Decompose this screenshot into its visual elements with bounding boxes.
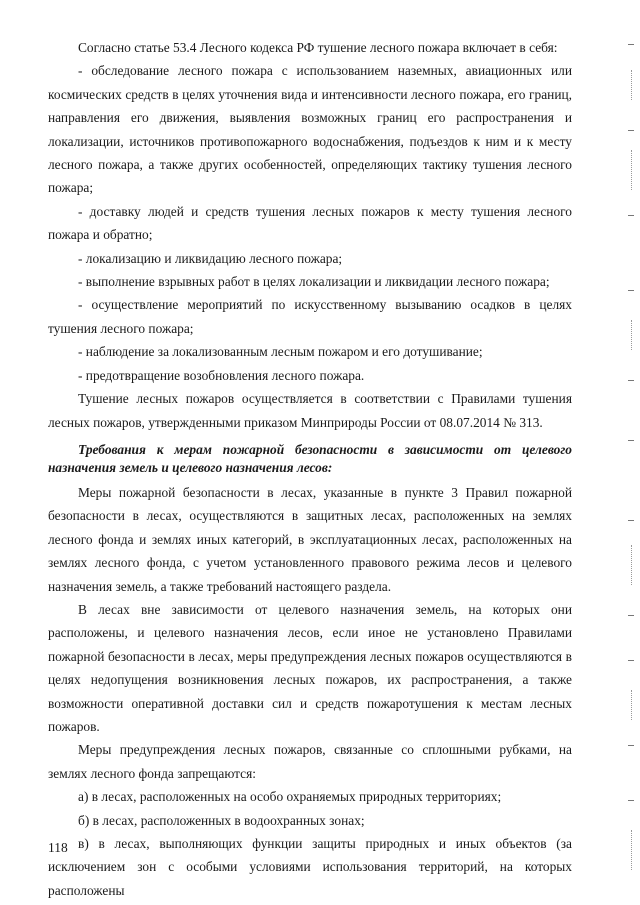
- margin-mark: [631, 690, 632, 720]
- body-paragraph: Меры предупреждения лесных пожаров, связанные со сплошными рубками, на землях лесного фонда запрещаются:: [48, 742, 572, 781]
- body-paragraph: Меры пожарной безопасности в лесах, указанные в пункте 3 Правил пожарной безопасности в лесах, осуществляются в защитных лесах, расположенных на землях лесного фонда и землях иных категорий, в эксплуатационных лесах, расположенных на землях лесного фонда, с учетом установленного правового режима лесов и целевого назначения земель, а также требований настоящего раздела.: [48, 484, 572, 594]
- margin-mark: [628, 440, 634, 441]
- margin-mark: [628, 615, 634, 616]
- section-heading: Требования к мерам пожарной безопасности в зависимости от целевого назначения земель и целевого назначения лесов:: [48, 441, 572, 475]
- list-item: в) в лесах, выполняющих функции защиты природных и иных объектов (за исключением зон с особыми условиями использования территорий, на которых расположены: [48, 836, 572, 898]
- page-number: 118: [48, 840, 68, 855]
- margin-mark: [628, 380, 634, 381]
- intro-paragraph: Согласно статье 53.4 Лесного кодекса РФ тушение лесного пожара включает в себя:: [78, 40, 558, 55]
- list-item: - осуществление мероприятий по искусственному вызыванию осадков в целях тушения лесного пожара;: [48, 297, 572, 336]
- list-item: - обследование лесного пожара с использованием наземных, авиационных или космических средств в целях уточнения вида и интенсивности лесного пожара, его границ, направления его движения, выявления возможных границ его распространения и локализации, источников противопожарного водоснабжения, подъездов к ним и к месту лесного пожара, а также других особенностей, определяющих тактику тушения лесного пожара;: [48, 63, 572, 196]
- list-item: - выполнение взрывных работ в целях локализации и ликвидации лесного пожара;: [78, 274, 550, 290]
- margin-mark: [628, 520, 634, 521]
- margin-mark: [628, 130, 634, 131]
- body-paragraph: В лесах вне зависимости от целевого назначения земель, на которых они расположены, и целевого назначения лесов, если иное не установлено Правилами пожарной безопасности в лесах, меры предупреждения лесных пожаров осуществляются в целях недопущения возникновения лесных пожаров, их распространения, а также возможности оперативной доставки сил и средств пожаротушения к местам лесных пожаров.: [48, 601, 572, 734]
- body-paragraph: Тушение лесных пожаров осуществляется в соответствии с Правилами тушения лесных пожаров, утвержденными приказом Минприроды России от 08.07.2014 № 313.: [48, 391, 572, 430]
- list-item: - предотвращение возобновления лесного пожара.: [78, 367, 365, 383]
- list-item: а) в лесах, расположенных на особо охраняемых природных территориях;: [78, 789, 502, 805]
- margin-mark: [631, 830, 632, 870]
- scan-margin-marks: [624, 0, 634, 905]
- margin-mark: [631, 545, 632, 585]
- list-item: - доставку людей и средств тушения лесных пожаров к месту тушения лесного пожара и обратно;: [48, 203, 572, 243]
- margin-mark: [628, 290, 634, 291]
- document-body: [48, 36, 572, 902]
- margin-mark: [628, 215, 634, 216]
- margin-mark: [631, 320, 632, 350]
- margin-mark: [631, 150, 632, 190]
- margin-mark: [631, 70, 632, 100]
- list-item: - наблюдение за локализованным лесным пожаром и его дотушивание;: [78, 344, 483, 360]
- margin-mark: [628, 44, 634, 45]
- margin-mark: [628, 745, 634, 746]
- margin-mark: [628, 660, 634, 661]
- list-item: - локализацию и ликвидацию лесного пожара;: [78, 250, 343, 266]
- margin-mark: [628, 800, 634, 801]
- list-item: б) в лесах, расположенных в водоохранных зонах;: [78, 812, 365, 828]
